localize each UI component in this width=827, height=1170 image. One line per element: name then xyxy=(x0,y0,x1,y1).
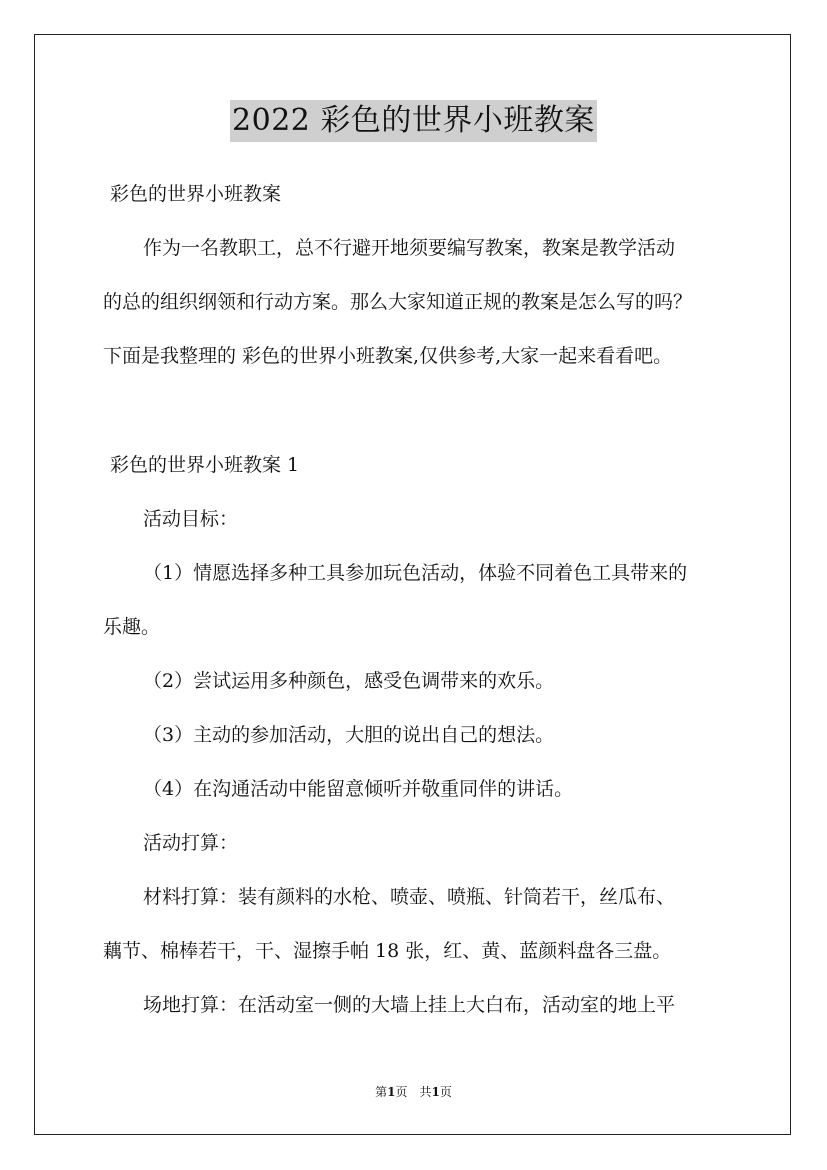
footer-page-prefix: 第 xyxy=(375,1085,388,1099)
paragraph-line: 活动目标： xyxy=(143,508,239,530)
page-footer xyxy=(0,1083,827,1101)
footer-page-total: 1 xyxy=(431,1085,440,1099)
list-item: （3）主动的参加活动，大胆的说出自己的想法。 xyxy=(143,724,555,746)
paragraph-line: 下面是我整理的 彩色的世界小班教案,仅供参考,大家一起来看看吧。 xyxy=(103,345,673,367)
paragraph-line: 材料打算：装有颜料的水枪、喷壶、喷瓶、针筒若干，丝瓜布、 xyxy=(143,886,676,908)
footer-page-suffix: 页 xyxy=(439,1085,452,1099)
list-item: （2）尝试运用多种颜色，感受色调带来的欢乐。 xyxy=(143,670,555,692)
subtitle-line: 彩色的世界小班教案 xyxy=(110,183,282,205)
title-container xyxy=(0,100,827,142)
list-item: （1）情愿选择多种工具参加玩色活动，体验不同着色工具带来的 xyxy=(143,562,688,584)
footer-page-current: 1 xyxy=(387,1085,396,1099)
paragraph-line: 的总的组织纲领和行动方案。那么大家知道正规的教案是怎么写的吗？ xyxy=(103,291,693,313)
list-item: （4）在沟通活动中能留意倾听并敬重同伴的讲话。 xyxy=(143,778,574,800)
paragraph-line: 场地打算：在活动室一侧的大墙上挂上大白布，活动室的地上平 xyxy=(143,994,676,1016)
document-title: 2022 彩色的世界小班教案 xyxy=(230,100,597,142)
paragraph-line: 藕节、棉棒若干，干、湿擦手帕 18 张，红、黄、蓝颜料盘各三盘。 xyxy=(103,940,672,962)
paragraph-line: 作为一名教职工，总不行避开地须要编写教案，教案是教学活动 xyxy=(143,237,676,259)
footer-page-mid: 页 共 xyxy=(395,1085,432,1099)
paragraph-line: 活动打算： xyxy=(143,832,239,854)
section-heading: 彩色的世界小班教案 1 xyxy=(110,454,300,476)
paragraph-line: 乐趣。 xyxy=(103,616,161,638)
